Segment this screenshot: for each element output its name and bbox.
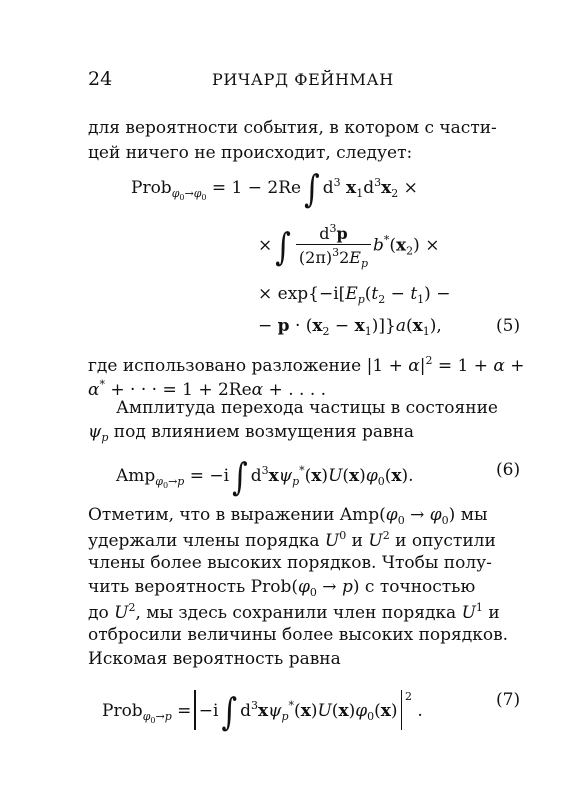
text-line: Амплитуда перехода частицы в состояние [116, 398, 498, 418]
running-title: РИЧАРД ФЕЙНМАН [212, 70, 394, 89]
text-line: члены более высоких порядков. Чтобы полу- [88, 553, 492, 573]
text-fragment: , мы здесь сохранили член порядка [135, 603, 457, 623]
text-fragment: чить вероятность [88, 577, 246, 597]
equation-5-number: (5) [496, 316, 521, 336]
equation-5-line-3: × $\exp\{-i[E_p(t_2 - t_1)$ − [258, 284, 451, 306]
text-line: α* + · · · = 1 + 2Reα + . . . . [88, 378, 327, 400]
text-fragment: и [488, 603, 500, 623]
text-fragment: до [88, 603, 109, 623]
text-fragment: под влиянием возмущения равна [113, 422, 415, 442]
equation-5-line-2: × ∫ $\frac{d^3p}{(2\pi)^32E_p}$ $b^*(x_2)$ × [258, 222, 440, 270]
text-fragment: . . . . [288, 380, 327, 400]
text-line: удержали члены порядка $U^0$ и $U^2$ и опустили [88, 529, 496, 551]
text-line: чить вероятность $Prob(\varphi_0 \to p)$ с точностью [88, 577, 476, 599]
equation-5-line-4: − $p \cdot (x_2 - x_1)]\}a(x_1)$, [258, 316, 442, 338]
text-fragment: где использовано разложение [88, 356, 362, 376]
text-line: отбросили величины более высоких порядков. [88, 625, 509, 645]
text-fragment: мы [460, 505, 488, 525]
text-line: для вероятности события, в котором с части- [88, 118, 497, 138]
text-line: цей ничего не происходит, следует: [88, 143, 413, 163]
text-fragment: Отметим, что в выражении [88, 505, 335, 525]
text-fragment: удержали члены порядка [88, 531, 320, 551]
text-line: $\psi_p$ под влиянием возмущения равна [88, 422, 415, 444]
text-fragment: и опустили [395, 531, 496, 551]
equation-5-line-1: Prob$_{\varphi_0\to\varphi_0}$ = 1 − 2Re ∫ $d^3$ $x_1d^3x_2$ × [131, 167, 418, 212]
text-line: до $U^2$, мы здесь сохранили член порядка $U^1$ и [88, 601, 500, 623]
equation-6-number: (6) [496, 460, 521, 480]
text-line: Искомая вероятность равна [88, 649, 341, 669]
text-fragment: с точностью [364, 577, 476, 597]
equation-6: Amp$_{\varphi_0\to p}$ = −i ∫ $d^3x\psi_p^*(x)U(x)\varphi_0(x)$. [116, 455, 414, 500]
equation-7: Prob$_{\varphi_0\to p}$ = −i ∫ $d^3x\psi_p^*(x)U(x)\varphi_0(x)^2$ . [102, 690, 423, 735]
text-line: Отметим, что в выражении $Amp(\varphi_0 \to \varphi_0)$ мы [88, 505, 488, 527]
text-fragment: и [351, 531, 363, 551]
text-line: где использовано разложение $|1 + \alpha|^2 = 1 + \alpha$ + [88, 354, 525, 376]
page-number: 24 [88, 68, 113, 90]
equation-7-number: (7) [496, 690, 521, 710]
